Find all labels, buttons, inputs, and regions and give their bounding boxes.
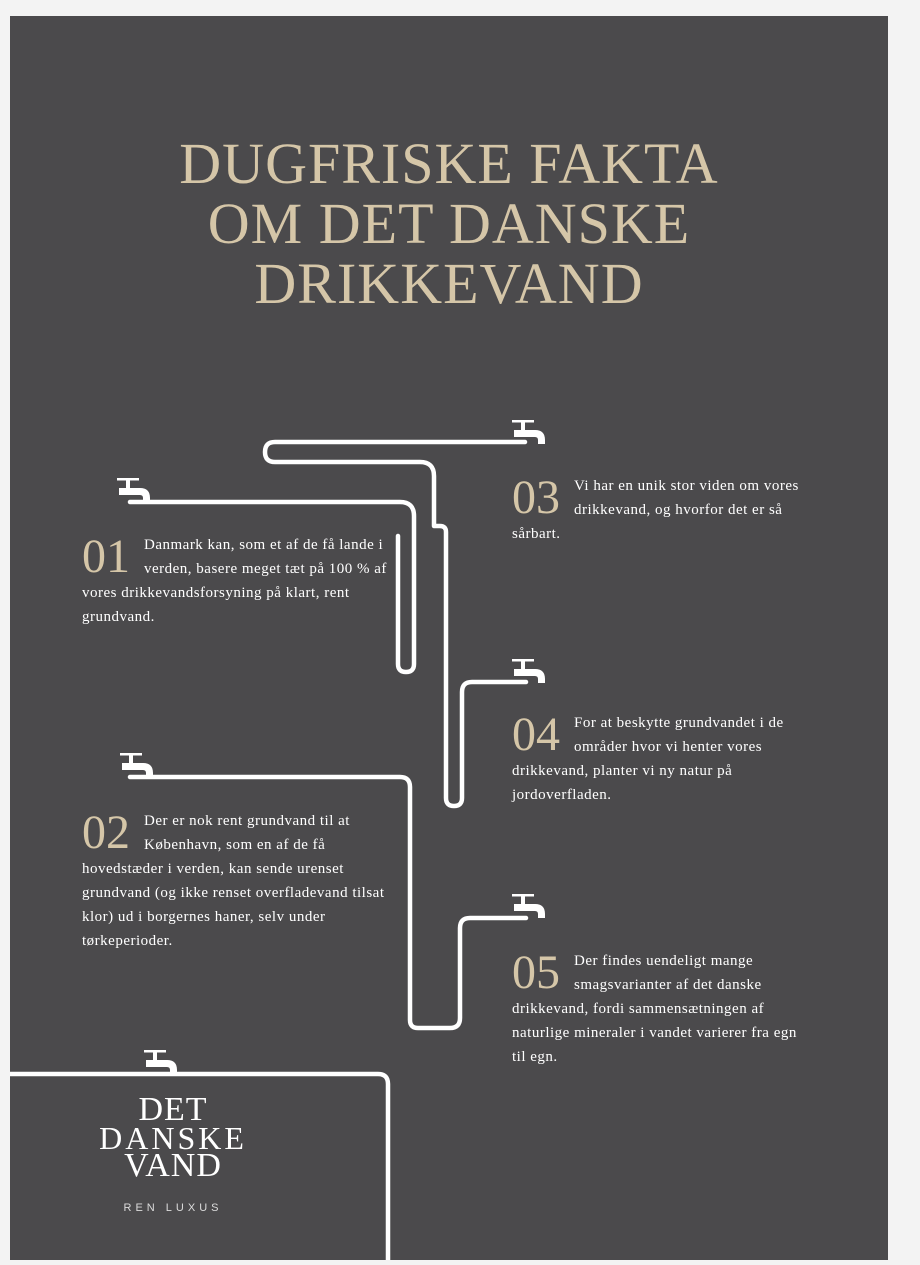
title-line-1: DUGFRISKE FAKTA	[179, 131, 719, 196]
tap-icon	[120, 753, 153, 777]
brand-logo	[88, 1091, 258, 1214]
title-line-2: OM DET DANSKE	[207, 191, 691, 256]
fact-02	[82, 806, 394, 953]
fact-text: For at beskytte grundvandet i de områder hvor vi henter vores drikkevand, planter vi ny natur på jordoverfladen.	[512, 715, 784, 803]
logo-word-vand: VAND	[124, 1147, 222, 1184]
tap-icon	[512, 894, 545, 918]
fact-05	[512, 946, 812, 1069]
poster	[10, 16, 888, 1260]
pipe-illustration	[10, 16, 888, 1260]
fact-number: 02	[82, 806, 130, 859]
fact-text: Vi har en unik stor viden om vores drikkevand, og hvorfor det er så sårbart.	[512, 478, 799, 542]
fact-text: Der findes uendeligt mange smagsvarianter af det danske drikkevand, fordi sammensætningen af naturlige mineraler i vandet varierer fra egn til egn.	[512, 953, 797, 1065]
fact-01	[82, 530, 392, 629]
logo-word-det: DET	[138, 1091, 208, 1128]
fact-text: Der er nok rent grundvand til at København, som en af de få hovedstæder i verden, kan sende urenset grundvand (og ikke renset overfladevand tilsat klor) ud i borgernes haner, selv under tørkeperioder.	[82, 813, 385, 949]
logo-word-danske: DANSKE	[99, 1120, 247, 1156]
fact-04	[512, 708, 812, 807]
fact-number: 03	[512, 471, 560, 524]
fact-number: 01	[82, 530, 130, 583]
logo-tagline: REN LUXUS	[123, 1202, 223, 1214]
fact-03	[512, 471, 812, 546]
fact-number: 04	[512, 708, 560, 761]
fact-number: 05	[512, 946, 560, 999]
tap-icon	[512, 659, 545, 683]
title-line-3: DRIKKEVAND	[254, 251, 644, 316]
fact-text: Danmark kan, som et af de få lande i verden, basere meget tæt på 100 % af vores drikkevandsforsyning på klart, rent grundvand.	[82, 537, 387, 625]
tap-icon	[144, 1050, 177, 1074]
tap-icon	[117, 478, 150, 502]
